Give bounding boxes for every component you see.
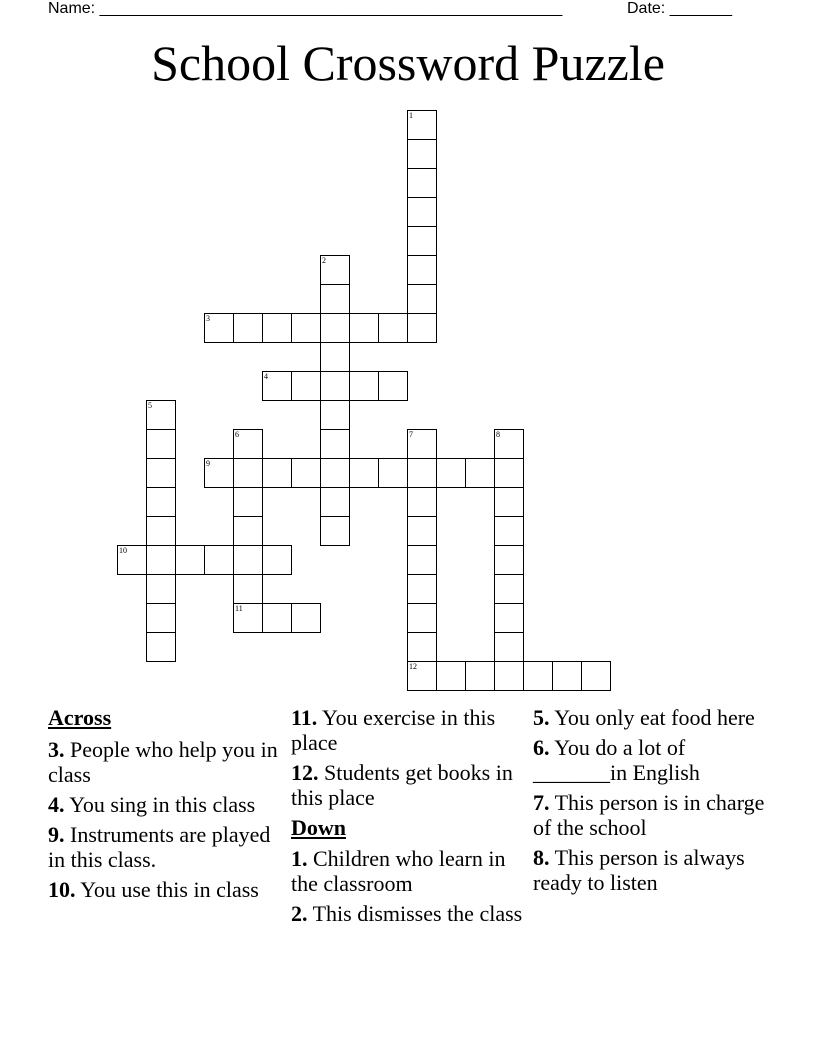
grid-cell[interactable] — [262, 313, 292, 343]
clue-across-3 — [48, 737, 288, 787]
grid-cell[interactable] — [320, 284, 350, 314]
grid-cell[interactable] — [291, 313, 321, 343]
clue-down-8 — [533, 845, 773, 895]
grid-cell[interactable] — [262, 458, 292, 488]
grid-number: 11 — [235, 604, 243, 613]
grid-cell[interactable] — [407, 661, 437, 691]
grid-cell[interactable] — [320, 313, 350, 343]
grid-cell[interactable] — [146, 516, 176, 546]
clue-number: 10. — [48, 877, 76, 902]
grid-cell[interactable] — [146, 632, 176, 662]
grid-cell[interactable] — [407, 255, 437, 285]
clue-number: 1. — [291, 846, 308, 871]
clue-across-10 — [48, 877, 288, 902]
grid-cell[interactable] — [233, 429, 263, 459]
grid-cell[interactable] — [407, 487, 437, 517]
clue-text: Children who learn in the classroom — [291, 846, 506, 896]
grid-number: 12 — [409, 662, 417, 671]
grid-cell[interactable] — [320, 371, 350, 401]
clue-text: You only eat food here — [554, 705, 755, 730]
clue-across-9 — [48, 822, 288, 872]
clue-text: This person is in charge of the school — [533, 790, 765, 840]
grid-cell[interactable] — [262, 545, 292, 575]
clue-text: This dismisses the class — [312, 901, 523, 926]
grid-cell[interactable] — [407, 545, 437, 575]
grid-cell[interactable] — [407, 110, 437, 140]
grid-number: 8 — [496, 430, 500, 439]
grid-cell[interactable] — [146, 574, 176, 604]
clue-across-11 — [291, 705, 527, 755]
clue-across-4 — [48, 792, 288, 817]
grid-cell[interactable] — [494, 632, 524, 662]
grid-cell[interactable] — [407, 429, 437, 459]
grid-cell[interactable] — [291, 458, 321, 488]
clue-text: You exercise in this place — [291, 705, 496, 755]
grid-cell[interactable] — [320, 429, 350, 459]
grid-number: 5 — [148, 401, 152, 410]
grid-cell[interactable] — [291, 603, 321, 633]
grid-cell[interactable] — [233, 516, 263, 546]
clue-number: 11. — [291, 705, 318, 730]
clue-column-3 — [533, 705, 773, 900]
clue-column-1 — [48, 705, 288, 907]
grid-cell[interactable] — [204, 458, 234, 488]
grid-cell[interactable] — [494, 458, 524, 488]
grid-cell[interactable] — [320, 458, 350, 488]
grid-cell[interactable] — [204, 545, 234, 575]
clue-column-2 — [291, 705, 527, 931]
clue-number: 7. — [533, 790, 550, 815]
grid-cell[interactable] — [465, 458, 495, 488]
grid-number: 3 — [206, 314, 210, 323]
across-heading: Across — [48, 705, 112, 730]
grid-cell[interactable] — [117, 545, 147, 575]
grid-cell[interactable] — [146, 429, 176, 459]
grid-number: 1 — [409, 111, 413, 120]
grid-cell[interactable] — [175, 545, 205, 575]
grid-number: 2 — [322, 256, 326, 265]
clue-number: 2. — [291, 901, 308, 926]
grid-cell[interactable] — [436, 458, 466, 488]
clue-number: 8. — [533, 845, 550, 870]
grid-cell[interactable] — [407, 139, 437, 169]
header — [48, 0, 748, 20]
grid-cell[interactable] — [320, 342, 350, 372]
grid-cell[interactable] — [349, 313, 379, 343]
clue-down-5 — [533, 705, 773, 730]
grid-cell[interactable] — [146, 603, 176, 633]
grid-cell[interactable] — [233, 313, 263, 343]
grid-number: 10 — [119, 546, 127, 555]
clue-number: 4. — [48, 792, 65, 817]
grid-cell[interactable] — [407, 574, 437, 604]
grid-cell[interactable] — [378, 458, 408, 488]
grid-cell[interactable] — [291, 371, 321, 401]
grid-cell[interactable] — [233, 574, 263, 604]
grid-cell[interactable] — [494, 574, 524, 604]
grid-cell[interactable] — [233, 458, 263, 488]
clue-text: This person is always ready to listen — [533, 845, 745, 895]
grid-cell[interactable] — [320, 516, 350, 546]
clue-text: You use this in class — [80, 877, 259, 902]
grid-number: 6 — [235, 430, 239, 439]
grid-cell[interactable] — [146, 487, 176, 517]
grid-cell[interactable] — [378, 313, 408, 343]
clue-down-1 — [291, 846, 527, 896]
grid-cell[interactable] — [146, 458, 176, 488]
grid-cell[interactable] — [494, 661, 524, 691]
clue-down-6 — [533, 735, 773, 785]
grid-cell[interactable] — [407, 603, 437, 633]
clue-down-7 — [533, 790, 773, 840]
grid-cell[interactable] — [494, 516, 524, 546]
grid-cell[interactable] — [320, 400, 350, 430]
grid-cell[interactable] — [233, 603, 263, 633]
grid-number: 7 — [409, 430, 413, 439]
grid-cell[interactable] — [407, 168, 437, 198]
grid-cell[interactable] — [494, 603, 524, 633]
clue-across-12 — [291, 760, 527, 810]
grid-cell[interactable] — [407, 197, 437, 227]
clue-text: You sing in this class — [69, 792, 256, 817]
grid-cell[interactable] — [407, 632, 437, 662]
grid-cell[interactable] — [320, 487, 350, 517]
page-title: School Crossword Puzzle — [151, 35, 665, 91]
grid-cell[interactable] — [233, 487, 263, 517]
grid-cell[interactable] — [349, 371, 379, 401]
grid-cell[interactable] — [436, 661, 466, 691]
grid-cell[interactable] — [407, 226, 437, 256]
name-line: Name: ____________________________________________________ — [48, 0, 563, 17]
grid-cell[interactable] — [262, 371, 292, 401]
grid-cell[interactable] — [146, 400, 176, 430]
clue-number: 6. — [533, 735, 550, 760]
grid-cell[interactable] — [262, 603, 292, 633]
grid-cell[interactable] — [494, 545, 524, 575]
clue-number: 12. — [291, 760, 319, 785]
grid-cell[interactable] — [552, 661, 582, 691]
grid-cell[interactable] — [465, 661, 495, 691]
grid-number: 4 — [264, 372, 268, 381]
clue-number: 3. — [48, 737, 65, 762]
grid-cell[interactable] — [494, 487, 524, 517]
clue-down-2 — [291, 901, 527, 926]
grid-cell[interactable] — [349, 458, 379, 488]
grid-cell[interactable] — [204, 313, 234, 343]
grid-cell[interactable] — [407, 313, 437, 343]
clue-number: 5. — [533, 705, 550, 730]
clue-text: People who help you in class — [48, 737, 278, 787]
grid-cell[interactable] — [407, 458, 437, 488]
date-line: Date: _______ — [627, 0, 732, 17]
clue-number: 9. — [48, 822, 65, 847]
grid-cell[interactable] — [146, 545, 176, 575]
clue-text: Students get books in this place — [291, 760, 513, 810]
down-heading: Down — [291, 815, 347, 840]
grid-cell[interactable] — [378, 371, 408, 401]
grid-cell[interactable] — [523, 661, 553, 691]
grid-cell[interactable] — [233, 545, 263, 575]
clue-text: Instruments are played in this class. — [48, 822, 271, 872]
grid-cell[interactable] — [581, 661, 611, 691]
grid-number: 9 — [206, 459, 210, 468]
clue-text: You do a lot of _______in English — [533, 735, 700, 785]
grid-cell[interactable] — [320, 255, 350, 285]
grid-cell[interactable] — [494, 429, 524, 459]
grid-cell[interactable] — [407, 284, 437, 314]
grid-cell[interactable] — [407, 516, 437, 546]
